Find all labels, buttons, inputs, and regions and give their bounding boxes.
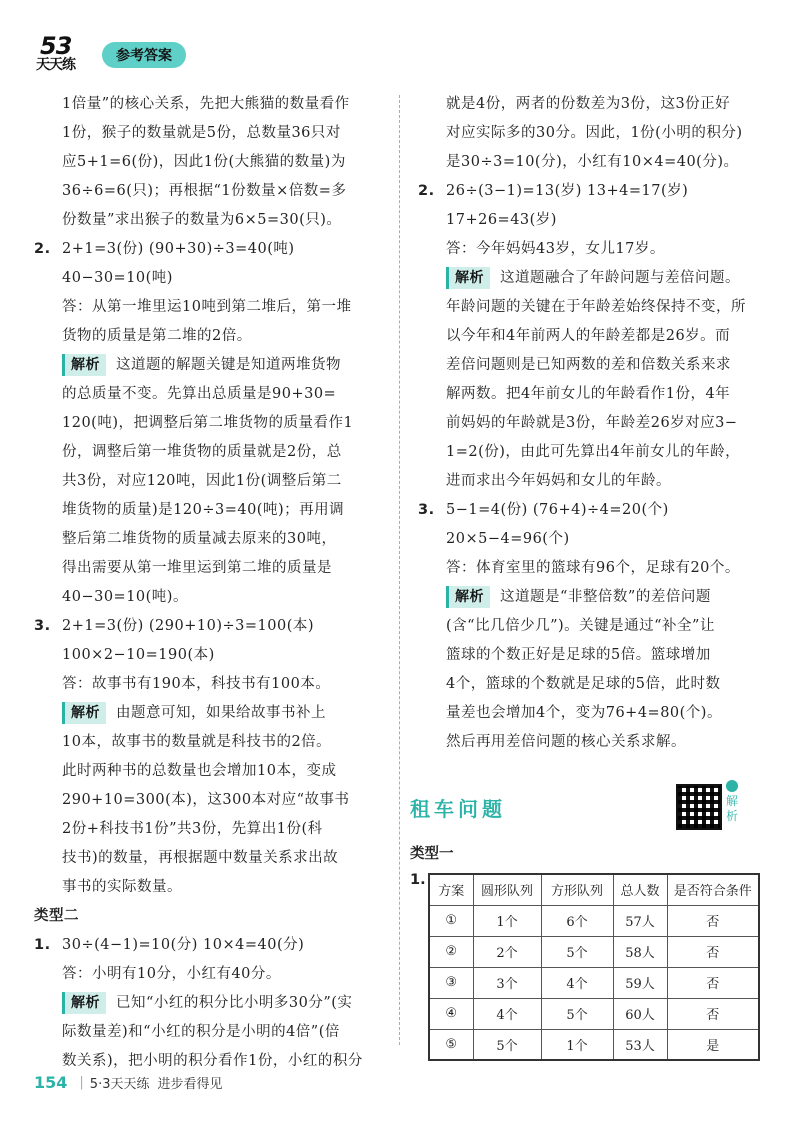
page-footer: [34, 1073, 223, 1092]
book-title: 5·3天天练: [89, 1077, 150, 1092]
text-line: 应5+1=6(份)，因此1份(大熊猫的数量)为: [62, 154, 346, 170]
table-cell: 否: [667, 998, 759, 1029]
explanation-line: 的总质量不变。先算出总质量是90+30=: [62, 386, 337, 402]
equation: 20×5−4=96(个): [446, 531, 570, 547]
header-title: 参考答案: [102, 42, 186, 68]
equation: 5−1=4(份) (76+4)÷4=20(个): [446, 502, 669, 518]
explanation-line: 年龄问题的关键在于年龄差始终保持不变，所: [446, 299, 746, 315]
table-header: 方形队列: [541, 874, 613, 905]
question-number: 2.: [34, 241, 51, 257]
table-cell: 53人: [613, 1029, 667, 1060]
answer-line: 货物的质量是第二堆的2倍。: [62, 328, 252, 344]
table-header: 方案: [429, 874, 473, 905]
table-cell: 5个: [541, 998, 613, 1029]
table-row: [429, 967, 759, 998]
analysis-tag: 解析: [62, 992, 106, 1014]
table-cell: ⑤: [429, 1029, 473, 1060]
table-cell: 否: [667, 905, 759, 936]
explanation-line: 120(吨)，把调整后第二堆货物的质量看作1: [62, 415, 354, 431]
section-title: 租车问题: [410, 797, 506, 821]
table-header: 总人数: [613, 874, 667, 905]
question-number: 3.: [34, 618, 51, 634]
analysis-tag: 解析: [62, 354, 106, 376]
analysis-tag: 解析: [62, 702, 106, 724]
explanation-line: 共3份，对应120吨，因此1份(调整后第二: [62, 473, 342, 489]
logo-text: 天天练: [36, 57, 75, 73]
play-icon: [726, 780, 738, 792]
answer-line: 答：故事书有190本，科技书有100本。: [62, 676, 331, 692]
footer-separator: |: [79, 1075, 84, 1090]
explanation-line: 篮球的个数正好是足球的5倍。篮球增加: [446, 647, 711, 663]
explanation-line: 堆货物的质量)是120÷3=40(吨)；再用调: [62, 502, 345, 518]
table-cell: ③: [429, 967, 473, 998]
question-number: 2.: [418, 183, 435, 199]
table-row: [429, 998, 759, 1029]
table-cell: 否: [667, 936, 759, 967]
explanation-line: 2份+科技书1份”共3份，先算出1份(科: [62, 821, 323, 837]
table-cell: 58人: [613, 936, 667, 967]
explanation-line: 量差也会增加4个，变为76+4=80(个)。: [446, 705, 722, 721]
table-cell: 5个: [473, 1029, 541, 1060]
qr-label[interactable]: [726, 780, 740, 824]
table-cell: 1个: [473, 905, 541, 936]
analysis-tag: 解析: [446, 586, 490, 608]
table-cell: ②: [429, 936, 473, 967]
explanation-line: 数关系)，把小明的积分看作1份，小红的积分: [62, 1053, 363, 1069]
explanation-line: 以今年和4年前两人的年龄差都是26岁。而: [446, 328, 731, 344]
explanation-line: 40−30=10(吨)。: [62, 589, 188, 605]
plan-table: [428, 873, 760, 1061]
equation: 2+1=3(份) (290+10)÷3=100(本): [62, 618, 315, 634]
text-line: 份数量”求出猴子的数量为6×5=30(只)。: [62, 212, 342, 228]
qr-code-icon[interactable]: [676, 784, 722, 830]
explanation-line: 290+10=300(本)，这300本对应“故事书: [62, 792, 350, 808]
equation: 100×2−10=190(本): [62, 647, 215, 663]
explanation-text: 这道题的解题关键是知道两堆货物: [116, 357, 341, 373]
explanation-line: 际数量差)和“小红的积分是小明的4倍”(倍: [62, 1024, 340, 1040]
question-3: [418, 496, 772, 525]
table-cell: 1个: [541, 1029, 613, 1060]
table-header-row: [429, 874, 759, 905]
table-cell: ④: [429, 998, 473, 1029]
explanation-line: [418, 264, 772, 293]
explanation-line: [34, 989, 384, 1018]
question-number: 1.: [410, 872, 426, 888]
explanation-line: (含“比几倍少几”)。关键是通过“补全”让: [446, 618, 715, 634]
question-2: [418, 177, 772, 206]
text-line: 对应实际多的30分。因此，1份(小明的积分): [446, 125, 743, 141]
analysis-tag: 解析: [446, 267, 490, 289]
table-cell: 2个: [473, 936, 541, 967]
type-heading: 类型一: [410, 846, 454, 862]
explanation-line: 差倍问题则是已知两数的差和倍数关系来求: [446, 357, 731, 373]
right-column: [418, 90, 772, 757]
explanation-line: 解两数。把4年前女儿的年龄看作1份，4年: [446, 386, 731, 402]
equation: 30÷(4−1)=10(分) 10×4=40(分): [62, 937, 305, 953]
table-cell: 否: [667, 967, 759, 998]
explanation-line: 得出需要从第一堆里运到第二堆的质量是: [62, 560, 332, 576]
page-header: [36, 30, 216, 80]
explanation-line: 1=2(份)，由此可先算出4年前女儿的年龄，: [446, 444, 741, 460]
logo-number: 53: [40, 32, 72, 60]
table-cell: 5个: [541, 936, 613, 967]
table-header: 是否符合条件: [667, 874, 759, 905]
explanation-line: 前妈妈的年龄就是3份，年龄差26岁对应3−: [446, 415, 738, 431]
table-cell: 60人: [613, 998, 667, 1029]
table-row: [429, 905, 759, 936]
explanation-line: 进而求出今年妈妈和女儿的年龄。: [446, 473, 671, 489]
table-row: [429, 1029, 759, 1060]
explanation-line: 然后再用差倍问题的核心关系求解。: [446, 734, 686, 750]
table-cell: 4个: [541, 967, 613, 998]
table-cell: 59人: [613, 967, 667, 998]
answer-line: 答：从第一堆里运10吨到第二堆后，第一堆: [62, 299, 352, 315]
question-2: [34, 235, 384, 264]
explanation-line: 整后第二堆货物的质量减去原来的30吨，: [62, 531, 337, 547]
text-line: 就是4份，两者的份数差为3份，这3份正好: [446, 96, 731, 112]
question-number: 1.: [34, 937, 51, 953]
explanation-line: [34, 351, 384, 380]
explanation-line: 4个，篮球的个数就是足球的5倍，此时数: [446, 676, 721, 692]
table-cell: 57人: [613, 905, 667, 936]
question-1: [34, 931, 384, 960]
explanation-text: 由题意可知，如果给故事书补上: [116, 705, 326, 721]
table-cell: 是: [667, 1029, 759, 1060]
explanation-text: 这道题融合了年龄问题与差倍问题。: [500, 270, 740, 286]
explanation-line: 技书)的数量，再根据题中数量关系求出故: [62, 850, 339, 866]
explanation-line: 10本，故事书的数量就是科技书的2倍。: [62, 734, 332, 750]
left-column: [34, 90, 384, 1076]
text-line: 1倍量”的核心关系，先把大熊猫的数量看作: [62, 96, 350, 112]
type-heading: 类型二: [34, 908, 79, 924]
brand-logo: [36, 32, 94, 76]
equation: 26÷(3−1)=13(岁) 13+4=17(岁): [446, 183, 689, 199]
equation: 17+26=43(岁): [446, 212, 557, 228]
answer-line: 答：体育室里的篮球有96个，足球有20个。: [446, 560, 740, 576]
table-row: [429, 936, 759, 967]
qr-label-text: 解析: [726, 794, 739, 823]
table-header: 圆形队列: [473, 874, 541, 905]
answer-line: 答：今年妈妈43岁，女儿17岁。: [446, 241, 665, 257]
explanation-line: 事书的实际数量。: [62, 879, 182, 895]
text-line: 36÷6=6(只)；再根据“1份数量×倍数=多: [62, 183, 347, 199]
table-cell: 3个: [473, 967, 541, 998]
question-3: [34, 612, 384, 641]
explanation-text: 这道题是“非整倍数”的差倍问题: [500, 589, 711, 605]
explanation-line: 份，调整后第一堆货物的质量就是2份，总: [62, 444, 342, 460]
book-slogan: 进步看得见: [157, 1077, 223, 1092]
question-number: 3.: [418, 502, 435, 518]
text-line: 1份，猴子的数量就是5份，总数量36只对: [62, 125, 341, 141]
equation: 2+1=3(份) (90+30)÷3=40(吨): [62, 241, 295, 257]
explanation-line: [34, 699, 384, 728]
table-cell: 4个: [473, 998, 541, 1029]
answer-line: 答：小明有10分，小红有40分。: [62, 966, 281, 982]
explanation-line: 此时两种书的总数量也会增加10本，变成: [62, 763, 337, 779]
table-cell: ①: [429, 905, 473, 936]
page-number: 154: [34, 1073, 68, 1092]
explanation-line: [418, 583, 772, 612]
text-line: 是30÷3=10(分)，小红有10×4=40(分)。: [446, 154, 739, 170]
column-divider: [399, 95, 400, 1045]
table-cell: 6个: [541, 905, 613, 936]
equation: 40−30=10(吨): [62, 270, 173, 286]
explanation-text: 已知“小红的积分比小明多30分”(实: [116, 995, 353, 1011]
